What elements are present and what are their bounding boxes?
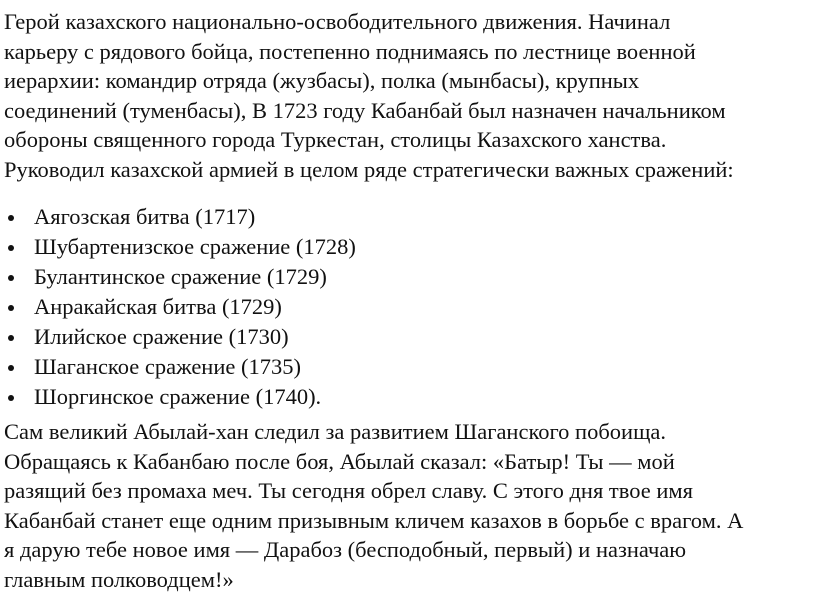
battle-label: Анракайская битва (1729)	[34, 294, 282, 319]
outro-line: разящий без промаха меч. Ты сегодня обрел славу. С этого дня твое имя	[4, 478, 693, 503]
battle-list	[4, 202, 806, 412]
battle-list-item	[4, 382, 806, 412]
battle-list-item	[4, 262, 806, 292]
battle-label: Шаганское сражение (1735)	[34, 354, 301, 379]
intro-line: соединений (туменбасы), В 1723 году Кабанбай был назначен начальником	[4, 97, 726, 123]
battle-label: Шоргинское сражение (1740).	[34, 384, 322, 409]
intro-line: Герой казахского национально-освободительного движения. Начинал	[4, 9, 671, 34]
bullet-icon	[8, 305, 14, 311]
bullet-icon	[8, 215, 14, 221]
battle-list-item	[4, 352, 806, 382]
intro-line: обороны священного города Туркестан, столицы Казахского ханства.	[4, 127, 667, 152]
outro-line: главным полководцем!»	[4, 566, 234, 592]
battle-label: Аягозская битва (1717)	[34, 204, 256, 229]
intro-line: Руководил казахской армией в целом ряде стратегически важных сражений:	[4, 156, 734, 182]
outro-paragraph	[4, 417, 806, 594]
bullet-icon	[8, 275, 14, 281]
battle-label: Илийское сражение (1730)	[34, 324, 289, 349]
bullet-icon	[8, 245, 14, 251]
bullet-icon	[8, 365, 14, 371]
outro-line: Сам великий Абылай-хан следил за развитием Шаганского побоища.	[4, 419, 667, 444]
battle-label: Шубартенизское сражение (1728)	[34, 234, 356, 259]
battle-list-item	[4, 322, 806, 352]
intro-paragraph	[4, 7, 806, 184]
bullet-icon	[8, 335, 14, 341]
battle-label: Булантинское сражение (1729)	[34, 264, 327, 289]
intro-line: карьеру с рядового бойца, постепенно поднимаясь по лестнице военной	[4, 38, 696, 64]
outro-line: я дарую тебе новое имя — Дарабоз (бесподобный, первый) и назначаю	[4, 537, 687, 562]
outro-line: Обращаясь к Кабанбаю после боя, Абылай сказал: «Батыр! Ты — мой	[4, 448, 675, 474]
bullet-icon	[8, 395, 14, 401]
battle-list-item	[4, 202, 806, 232]
battle-list-item	[4, 232, 806, 262]
battle-list-item	[4, 292, 806, 322]
outro-line: Кабанбай станет еще одним призывным кличем казахов в борьбе с врагом. А	[4, 507, 744, 533]
intro-line: иерархии: командир отряда (жузбасы), полка (мынбасы), крупных	[4, 68, 640, 93]
